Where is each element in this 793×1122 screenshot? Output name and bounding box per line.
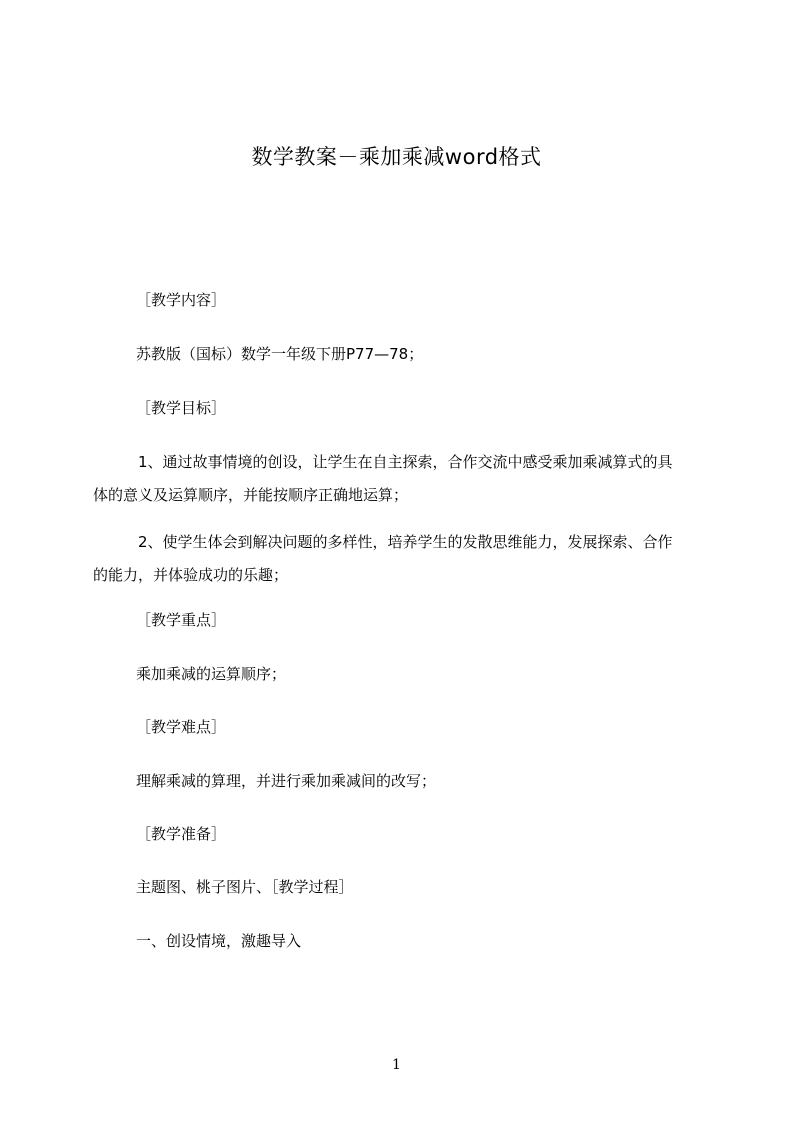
paragraph-objective-1-line-1: 1、通过故事情境的创设，让学生在自主探索，合作交流中感受乘加乘减算式的具 bbox=[138, 453, 673, 471]
page-number: 1 bbox=[392, 1057, 401, 1073]
paragraph-key-points: 乘加乘减的运算顺序； bbox=[136, 665, 287, 683]
paragraph-objective-2-line-2: 的能力，并体验成功的乐趣； bbox=[93, 566, 289, 584]
paragraph-objective-2 bbox=[93, 526, 715, 592]
section-heading-preparation: ［教学准备］ bbox=[136, 825, 227, 843]
paragraph-objective-1-line-2: 体的意义及运算顺序，并能按顺序正确地运算； bbox=[93, 486, 409, 504]
section-heading-key-points: ［教学重点］ bbox=[136, 611, 227, 629]
paragraph-preparation: 主题图、桃子图片、［教学过程］ bbox=[136, 878, 354, 896]
document-title: 数学教案－乘加乘减word格式 bbox=[251, 145, 542, 169]
paragraph-step-1: 一、创设情境，激趣导入 bbox=[136, 932, 302, 950]
paragraph-content: 苏教版（国标）数学一年级下册P77—78； bbox=[136, 345, 424, 363]
paragraph-objective-1 bbox=[93, 446, 715, 512]
paragraph-difficulties: 理解乘减的算理，并进行乘加乘减间的改写； bbox=[136, 772, 437, 790]
section-heading-difficulties: ［教学难点］ bbox=[136, 718, 227, 736]
section-heading-objectives: ［教学目标］ bbox=[136, 399, 227, 417]
paragraph-objective-2-line-1: 2、使学生体会到解决问题的多样性，培养学生的发散思维能力，发展探索、合作 bbox=[138, 533, 673, 551]
section-heading-content: ［教学内容］ bbox=[136, 291, 227, 309]
